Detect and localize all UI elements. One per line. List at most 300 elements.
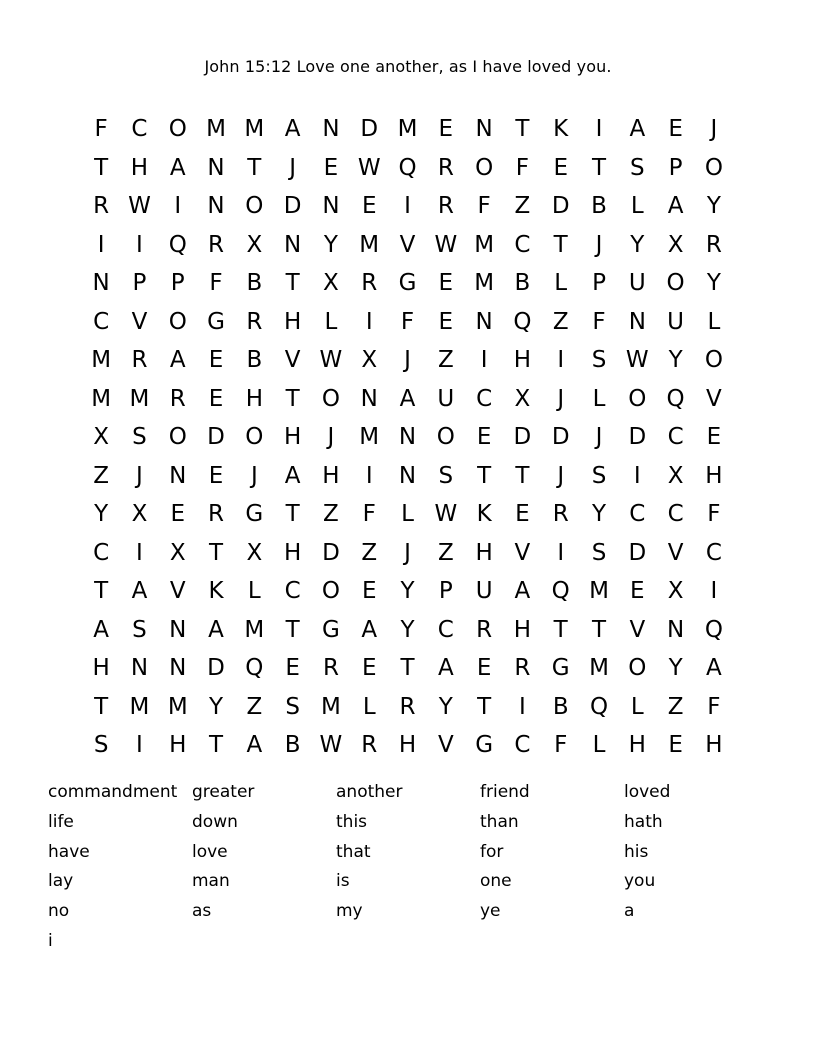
- grid-cell: H: [283, 308, 302, 335]
- grid-cell: H: [283, 424, 302, 450]
- grid-cell: E: [706, 424, 722, 450]
- grid-cell: Z: [552, 308, 569, 335]
- grid-cell: W: [625, 347, 649, 373]
- grid-cell: G: [551, 655, 570, 681]
- grid-cell: L: [592, 732, 606, 758]
- grid-cell: J: [710, 116, 718, 142]
- grid-cell: R: [131, 347, 148, 373]
- grid-cell: N: [92, 270, 110, 296]
- grid-cell: H: [513, 616, 532, 643]
- grid-cell: T: [553, 616, 568, 643]
- grid-cell: N: [475, 308, 493, 335]
- grid-cell: Z: [437, 347, 454, 373]
- grid-cell: R: [437, 154, 454, 181]
- grid-cell: F: [477, 193, 491, 219]
- grid-cell: Q: [513, 308, 532, 335]
- word-list-item: life: [48, 811, 74, 832]
- word-list-item: greater: [192, 782, 255, 802]
- grid-cell: Y: [400, 616, 415, 643]
- grid-cell: D: [360, 116, 379, 142]
- grid-cell: A: [667, 193, 684, 219]
- grid-cell: C: [705, 539, 722, 566]
- grid-cell: F: [94, 116, 108, 142]
- grid-cell: H: [398, 732, 417, 758]
- grid-cell: T: [515, 116, 530, 142]
- grid-cell: X: [131, 501, 148, 527]
- word-list-item: his: [624, 841, 649, 862]
- grid-cell: Z: [361, 539, 378, 566]
- grid-cell: I: [136, 732, 143, 758]
- grid-cell: E: [668, 732, 683, 758]
- grid-cell: F: [554, 732, 568, 758]
- grid-cell: A: [131, 578, 148, 604]
- grid-cell: X: [246, 539, 263, 566]
- grid-cell: V: [284, 347, 301, 373]
- grid-cell: E: [438, 116, 454, 142]
- grid-cell: G: [245, 501, 264, 527]
- grid-cell: F: [515, 154, 530, 181]
- grid-cell: H: [92, 655, 110, 681]
- grid-cell: C: [667, 501, 684, 527]
- grid-cell: U: [667, 308, 685, 335]
- grid-cell: J: [327, 424, 335, 450]
- grid-cell: Y: [706, 193, 721, 219]
- grid-cell: P: [132, 270, 147, 296]
- grid-cell: N: [322, 193, 340, 219]
- grid-cell: N: [475, 116, 493, 142]
- grid-cell: O: [168, 308, 187, 335]
- grid-cell: L: [247, 578, 261, 604]
- grid-cell: N: [207, 193, 225, 219]
- word-list-item: that: [336, 841, 371, 862]
- grid-cell: D: [551, 193, 570, 219]
- grid-cell: I: [136, 539, 143, 566]
- grid-cell: J: [250, 462, 258, 489]
- grid-cell: A: [169, 154, 186, 181]
- grid-cell: N: [322, 116, 340, 142]
- grid-cell: A: [629, 116, 646, 142]
- grid-cell: I: [365, 462, 373, 489]
- grid-cell: F: [362, 501, 376, 527]
- grid-cell: T: [477, 693, 492, 720]
- grid-cell: V: [399, 231, 416, 258]
- grid-cell: I: [136, 231, 143, 258]
- grid-cell: Q: [589, 693, 609, 720]
- grid-cell: S: [591, 347, 607, 373]
- grid-cell: X: [323, 270, 339, 296]
- grid-cell: B: [591, 193, 607, 219]
- grid-cell: V: [667, 539, 684, 566]
- grid-cell: T: [285, 501, 300, 527]
- grid-cell: Z: [667, 693, 684, 720]
- grid-cell: L: [630, 693, 644, 720]
- grid-cell: W: [434, 231, 458, 258]
- grid-cell: E: [285, 655, 300, 681]
- grid-cell: L: [630, 193, 644, 219]
- grid-cell: Y: [438, 693, 453, 720]
- grid-cell: W: [357, 154, 381, 181]
- grid-cell: G: [475, 732, 494, 758]
- grid-cell: X: [93, 424, 110, 450]
- grid-cell: C: [437, 616, 454, 643]
- grid-cell: X: [361, 347, 378, 373]
- grid-cell: E: [361, 578, 377, 604]
- grid-cell: A: [284, 462, 301, 489]
- grid-cell: C: [514, 231, 531, 258]
- grid-cell: Y: [323, 231, 338, 258]
- grid-cell: U: [437, 385, 455, 412]
- grid-cell: S: [93, 732, 109, 758]
- grid-cell: N: [284, 231, 302, 258]
- grid-cell: I: [595, 116, 603, 142]
- grid-cell: D: [283, 193, 302, 219]
- grid-cell: E: [668, 116, 683, 142]
- grid-cell: O: [436, 424, 455, 450]
- grid-cell: T: [591, 616, 607, 643]
- grid-cell: E: [438, 270, 454, 296]
- grid-cell: F: [400, 308, 415, 335]
- grid-cell: R: [322, 655, 339, 681]
- grid-cell: H: [475, 539, 493, 566]
- grid-cell: Z: [323, 501, 339, 527]
- grid-cell: W: [434, 501, 458, 527]
- grid-cell: L: [401, 501, 414, 527]
- grid-cell: M: [474, 231, 495, 258]
- grid-cell: T: [591, 154, 607, 181]
- grid-cell: M: [397, 116, 418, 142]
- grid-cell: L: [362, 693, 376, 720]
- grid-cell: B: [246, 270, 263, 296]
- grid-cell: B: [514, 270, 531, 296]
- grid-cell: Y: [706, 270, 721, 296]
- grid-cell: O: [245, 193, 264, 219]
- grid-cell: E: [476, 424, 492, 450]
- grid-cell: Z: [246, 693, 263, 720]
- grid-cell: D: [551, 424, 570, 450]
- grid-cell: M: [244, 616, 265, 643]
- grid-cell: M: [91, 347, 112, 373]
- grid-cell: R: [514, 655, 531, 681]
- grid-cell: Z: [437, 539, 454, 566]
- grid-cell: O: [475, 154, 494, 181]
- word-list-item: man: [192, 871, 230, 892]
- grid-cell: V: [514, 539, 531, 566]
- grid-cell: R: [361, 732, 378, 758]
- grid-cell: O: [628, 655, 647, 681]
- grid-cell: Y: [668, 347, 683, 373]
- grid-cell: E: [515, 501, 530, 527]
- grid-cell: N: [169, 462, 187, 489]
- grid-cell: P: [668, 154, 683, 181]
- grid-cell: O: [628, 385, 647, 412]
- grid-cell: X: [169, 539, 186, 566]
- grid-cell: R: [208, 501, 225, 527]
- grid-cell: A: [437, 655, 454, 681]
- grid-cell: R: [399, 693, 416, 720]
- grid-cell: D: [628, 424, 647, 450]
- grid-cell: V: [629, 616, 646, 643]
- grid-cell: F: [707, 501, 721, 527]
- grid-cell: D: [628, 539, 647, 566]
- grid-cell: F: [707, 693, 721, 720]
- grid-cell: I: [557, 539, 565, 566]
- grid-cell: V: [706, 385, 722, 412]
- grid-cell: W: [319, 732, 343, 758]
- grid-cell: J: [595, 231, 603, 258]
- grid-cell: C: [93, 539, 110, 566]
- grid-cell: T: [94, 154, 109, 181]
- grid-cell: I: [519, 693, 526, 720]
- grid-cell: T: [209, 732, 224, 758]
- grid-cell: E: [208, 347, 224, 373]
- grid-cell: T: [553, 231, 568, 258]
- grid-cell: Q: [245, 655, 264, 681]
- grid-cell: I: [633, 462, 641, 489]
- grid-cell: S: [630, 154, 645, 181]
- grid-cell: R: [208, 231, 225, 258]
- grid-cell: C: [667, 424, 684, 450]
- grid-cell: H: [628, 732, 646, 758]
- word-list-item: than: [480, 811, 519, 832]
- grid-cell: M: [474, 270, 495, 296]
- grid-cell: A: [208, 616, 224, 643]
- grid-cell: R: [93, 193, 110, 219]
- letter-grid: [82, 110, 733, 765]
- grid-cell: M: [167, 693, 188, 720]
- grid-cell: O: [321, 385, 340, 412]
- grid-cell: N: [398, 462, 417, 489]
- word-list-item: loved: [624, 782, 671, 802]
- grid-cell: A: [706, 655, 722, 681]
- grid-cell: L: [554, 270, 568, 296]
- grid-cell: C: [131, 116, 148, 142]
- grid-cell: K: [476, 501, 492, 527]
- grid-cell: V: [169, 578, 186, 604]
- grid-cell: J: [404, 347, 411, 373]
- grid-cell: V: [437, 732, 454, 758]
- grid-cell: J: [557, 462, 565, 489]
- grid-cell: W: [128, 193, 151, 219]
- grid-cell: I: [365, 308, 373, 335]
- grid-cell: R: [476, 616, 493, 643]
- grid-cell: S: [438, 462, 454, 489]
- grid-cell: P: [592, 270, 606, 296]
- grid-cell: H: [130, 154, 149, 181]
- grid-cell: T: [285, 270, 300, 296]
- grid-cell: Q: [704, 616, 723, 643]
- grid-cell: H: [705, 462, 723, 489]
- grid-cell: E: [208, 385, 224, 412]
- word-list-item: love: [192, 841, 228, 862]
- word-list: [48, 780, 768, 959]
- grid-cell: T: [247, 154, 262, 181]
- word-list-item: one: [480, 871, 512, 892]
- grid-cell: M: [129, 385, 150, 412]
- grid-cell: T: [285, 616, 300, 643]
- grid-cell: H: [245, 385, 263, 412]
- grid-cell: O: [704, 154, 723, 181]
- grid-cell: S: [285, 693, 300, 720]
- word-list-item: lay: [48, 871, 74, 892]
- grid-cell: J: [404, 539, 411, 566]
- grid-cell: G: [398, 270, 417, 296]
- word-list-item: ye: [480, 901, 501, 922]
- grid-cell: R: [437, 193, 454, 219]
- grid-cell: T: [209, 539, 224, 566]
- grid-cell: M: [359, 231, 380, 258]
- grid-cell: D: [207, 655, 225, 681]
- grid-cell: N: [169, 655, 187, 681]
- grid-cell: T: [94, 693, 109, 720]
- grid-cell: N: [169, 616, 187, 643]
- word-list-item: this: [336, 811, 368, 832]
- grid-cell: E: [170, 501, 186, 527]
- grid-cell: C: [514, 732, 531, 758]
- grid-cell: E: [553, 154, 568, 181]
- grid-cell: E: [361, 193, 377, 219]
- grid-cell: K: [208, 578, 224, 604]
- grid-cell: R: [705, 231, 722, 258]
- grid-cell: C: [93, 308, 110, 335]
- word-list-item: as: [192, 901, 212, 922]
- grid-cell: R: [246, 308, 263, 335]
- grid-cell: O: [245, 424, 264, 450]
- grid-cell: X: [667, 462, 684, 489]
- grid-cell: G: [207, 308, 225, 335]
- grid-cell: D: [322, 539, 340, 566]
- word-list-item: another: [336, 782, 403, 802]
- grid-cell: N: [628, 308, 646, 335]
- grid-cell: B: [284, 732, 301, 758]
- grid-cell: J: [136, 462, 143, 489]
- grid-cell: E: [476, 655, 492, 681]
- grid-cell: H: [283, 539, 302, 566]
- word-list-item: friend: [480, 782, 530, 802]
- grid-cell: M: [91, 385, 112, 412]
- grid-cell: T: [515, 462, 530, 489]
- grid-cell: N: [398, 424, 417, 450]
- grid-cell: U: [475, 578, 493, 604]
- grid-cell: M: [589, 578, 609, 604]
- grid-cell: F: [592, 308, 606, 335]
- grid-cell: I: [174, 193, 182, 219]
- grid-cell: A: [169, 347, 186, 373]
- grid-cell: Q: [551, 578, 570, 604]
- grid-cell: N: [207, 154, 225, 181]
- grid-cell: H: [169, 732, 187, 758]
- grid-cell: R: [552, 501, 569, 527]
- grid-cell: E: [438, 308, 454, 335]
- grid-cell: W: [319, 347, 343, 373]
- word-list-item: is: [336, 871, 350, 892]
- grid-cell: Y: [94, 501, 109, 527]
- grid-cell: A: [399, 385, 416, 412]
- word-list-item: for: [480, 841, 504, 862]
- grid-cell: M: [244, 116, 265, 142]
- word-list-item: you: [624, 871, 656, 892]
- grid-cell: A: [246, 732, 263, 758]
- grid-cell: U: [628, 270, 646, 296]
- grid-cell: T: [400, 655, 415, 681]
- grid-cell: J: [595, 424, 603, 450]
- word-list-item: no: [48, 901, 70, 922]
- grid-cell: M: [129, 693, 150, 720]
- word-list-item: a: [624, 901, 635, 922]
- grid-cell: L: [324, 308, 338, 335]
- grid-cell: Q: [666, 385, 685, 412]
- grid-cell: E: [630, 578, 645, 604]
- grid-cell: R: [169, 385, 186, 412]
- grid-cell: I: [480, 347, 488, 373]
- grid-cell: Q: [398, 154, 417, 181]
- grid-cell: M: [359, 424, 380, 450]
- grid-cell: X: [246, 231, 263, 258]
- grid-cell: L: [707, 308, 721, 335]
- grid-cell: O: [321, 578, 340, 604]
- grid-cell: P: [170, 270, 185, 296]
- grid-cell: E: [323, 154, 339, 181]
- grid-cell: S: [591, 539, 607, 566]
- grid-cell: M: [206, 116, 226, 142]
- grid-cell: M: [321, 693, 341, 720]
- grid-cell: I: [404, 193, 411, 219]
- grid-cell: I: [710, 578, 718, 604]
- grid-cell: R: [361, 270, 378, 296]
- grid-cell: A: [93, 616, 110, 643]
- grid-cell: C: [284, 578, 301, 604]
- grid-cell: C: [476, 385, 493, 412]
- grid-cell: E: [208, 462, 224, 489]
- grid-cell: F: [209, 270, 223, 296]
- grid-cell: O: [168, 116, 187, 142]
- grid-cell: M: [589, 655, 609, 681]
- grid-cell: N: [360, 385, 378, 412]
- grid-cell: Y: [668, 655, 683, 681]
- grid-cell: O: [704, 347, 723, 373]
- grid-cell: O: [666, 270, 685, 296]
- grid-cell: S: [132, 616, 147, 643]
- grid-cell: T: [94, 578, 109, 604]
- grid-cell: D: [513, 424, 532, 450]
- grid-cell: N: [666, 616, 685, 643]
- grid-cell: E: [361, 655, 377, 681]
- grid-cell: B: [552, 693, 569, 720]
- grid-cell: A: [361, 616, 378, 643]
- grid-cell: H: [705, 732, 723, 758]
- puzzle-title: John 15:12 Love one another, as I have loved you.: [204, 57, 612, 76]
- grid-cell: Y: [400, 578, 415, 604]
- grid-cell: H: [322, 462, 340, 489]
- grid-cell: K: [553, 116, 569, 142]
- grid-cell: Z: [93, 462, 110, 489]
- grid-cell: I: [97, 231, 105, 258]
- grid-cell: X: [667, 578, 684, 604]
- grid-cell: A: [284, 116, 301, 142]
- word-list-item: have: [48, 841, 90, 862]
- grid-cell: S: [132, 424, 147, 450]
- grid-cell: I: [557, 347, 565, 373]
- grid-cell: Z: [514, 193, 531, 219]
- grid-cell: Q: [168, 231, 187, 258]
- grid-cell: X: [667, 231, 684, 258]
- word-list-item: hath: [624, 811, 663, 832]
- grid-cell: P: [438, 578, 453, 604]
- grid-cell: J: [557, 385, 565, 412]
- word-list-item: commandment: [48, 782, 178, 802]
- grid-cell: T: [285, 385, 300, 412]
- word-list-item: i: [48, 930, 53, 951]
- grid-cell: L: [592, 385, 606, 412]
